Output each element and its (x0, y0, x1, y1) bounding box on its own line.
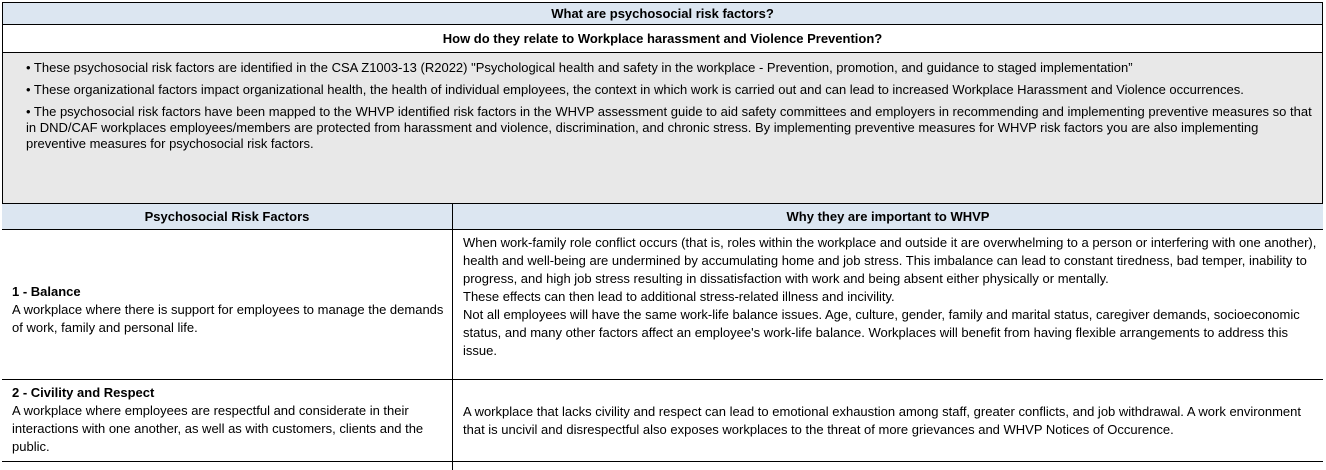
intro-bullet: • The psychosocial risk factors have been mapped to the WHVP identified risk factors in the WHVP assessment guide to aid safety committees and employers in recommending and implementing preventive measures so that in DND/CAF workplaces employees/members are protected from harassment and violence, discrimination, and chronic stress. By implementing preventive measures for WHVP risk factors you are also implementing preventive measures for psychosocial risk factors. (26, 104, 1312, 151)
factor-title: 1 - Balance (12, 283, 81, 299)
column-header-importance[interactable]: Why they are important to WHVP (453, 204, 1323, 230)
spreadsheet (2, 2, 1323, 470)
table-cell-factor[interactable] (2, 230, 453, 380)
importance-text: Not all employees will have the same work-life balance issues. Age, culture, gender, family and marital status, caregiver demands, socioeconomic status, and many other factors affect an employee's work-life balance. Workplaces will benefit from having flexible arrangements to address this issue. (463, 307, 1300, 358)
table-cell-factor[interactable] (2, 380, 453, 462)
intro-bullet: • These organizational factors impact organizational health, the health of individual employees, the context in which work is carried out and can lead to increased Workplace Harassment and Violence occurrences. (26, 82, 1244, 97)
sheet-subtitle[interactable]: How do they relate to Workplace harassment and Violence Prevention? (2, 25, 1323, 52)
factor-title: 2 - Civility and Respect (12, 385, 155, 400)
sheet-title[interactable]: What are psychosocial risk factors? (2, 2, 1323, 25)
column-header-factors[interactable]: Psychosocial Risk Factors (2, 204, 453, 230)
table-cell-importance[interactable] (453, 380, 1323, 462)
factor-description: A workplace where there is support for employees to manage the demands of work, family and personal life. (12, 301, 444, 335)
table-cell-importance[interactable] (453, 230, 1323, 380)
table-cell-empty[interactable] (453, 462, 1323, 470)
importance-text: These effects can then lead to additional stress-related illness and incivility. (463, 289, 895, 304)
importance-text: A workplace that lacks civility and respect can lead to emotional exhaustion among staff, greater conflicts, and job withdrawal. A work environment that is uncivil and disrespectful also exposes workplaces to the threat of more grievances and WHVP Notices of Occurence. (463, 403, 1301, 437)
intro-bullet: • These psychosocial risk factors are identified in the CSA Z1003-13 (R2022) "Psychological health and safety in the workplace - Prevention, promotion, and guidance to staged implementation” (26, 60, 1133, 75)
table-cell-empty[interactable] (2, 462, 453, 470)
intro-cell[interactable] (2, 52, 1323, 204)
importance-text: When work-family role conflict occurs (that is, roles within the workplace and outside it are overwhelming to a person or interfering with one another), health and well-being are undermined by accumulating home and job stress. This imbalance can lead to constant tiredness, bad temper, inability to progress, and high job stress resulting in dissatisfaction with work and being absent either physically or mentally. (463, 235, 1317, 286)
factor-description: A workplace where employees are respectful and considerate in their interactions with one another, as well as with customers, clients and the public. (12, 403, 424, 454)
risk-factors-table (2, 204, 1323, 470)
